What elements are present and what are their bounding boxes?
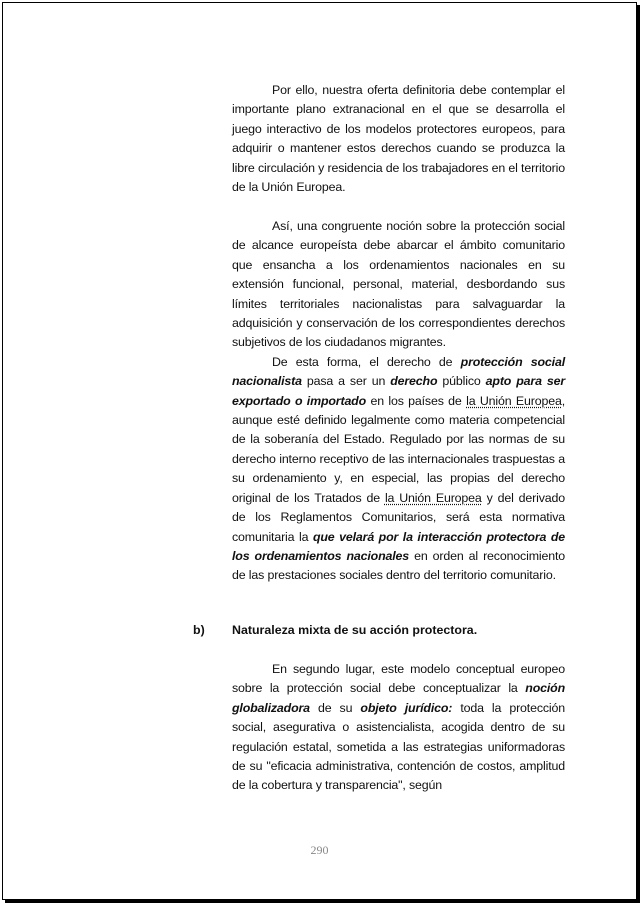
section-marker: b) <box>193 623 205 637</box>
section-heading: Naturaleza mixta de su acción protectora. <box>232 623 478 637</box>
body-section-2 <box>232 217 565 586</box>
bold-italic-phrase: derecho <box>390 374 438 389</box>
page-number: 290 <box>310 843 329 857</box>
underlined-term: la Unión Europea <box>466 393 562 408</box>
document-page <box>2 2 637 900</box>
body-section-1 <box>232 81 565 197</box>
paragraph-4: En segundo lugar, este modelo conceptual europeo sobre la protección social debe conceptualizar la noción globalizadora de su objeto jurídico: toda la protección social, asegurativa o asistencialista, acogida dentro de su regulación estatal, sometida a las estrategias uniformadoras de su "eficacia administrativa, contención de costos, amplitud de la cobertura y transparencia", según <box>232 662 565 793</box>
underlined-term: la Unión Europea <box>384 490 482 505</box>
body-section-3 <box>232 660 565 796</box>
paragraph-1: Por ello, nuestra oferta definitoria debe contemplar el importante plano extranacional en el que se desarrolla el juego interactivo de los modelos protectores europeos, para adquirir o mantener estos derechos cuando se produzca la libre circulación y residencia de los trabajadores en el territorio de la Unión Europea. <box>232 83 565 195</box>
paragraph-2: Así, una congruente noción sobre la protección social de alcance europeísta debe abarcar el ámbito comunitario que ensancha a los ordenamientos nacionales en su extensión funcional, personal, material, desbordando sus límites territoriales nacionalistas para salvaguardar la adquisición y conservación de los correspondientes derechos subjetivos de los ciudadanos migrantes. <box>232 219 565 350</box>
paragraph-3: De esta forma, el derecho de protección social nacionalista pasa a ser un derecho público apto para ser exportado o importado en los países de la Unión Europea, aunque esté definido legalmente como materia competencial de la soberanía del Estado. Regulado por las normas de su derecho interno receptivo de las internacionales traspuestas a su ordenamiento y, en especial, las propias del derecho original de los Tratados de la Unión Europea y del derivado de los Reglamentos Comunitarios, será esta normativa comunitaria la que velará por la interacción protectora de los ordenamientos nacionales en orden al reconocimiento de las prestaciones sociales dentro del territorio comunitario. <box>232 354 565 583</box>
bold-italic-phrase: apto para ser exportado o importado <box>232 374 565 408</box>
bold-italic-phrase: objeto jurídico: <box>360 700 453 715</box>
bold-italic-phrase: que velará por la interacción protectora de los ordenamientos nacionales <box>232 529 565 563</box>
bold-italic-phrase: protección social nacionalista <box>232 354 565 389</box>
bold-italic-phrase: noción globalizadora <box>232 681 565 715</box>
